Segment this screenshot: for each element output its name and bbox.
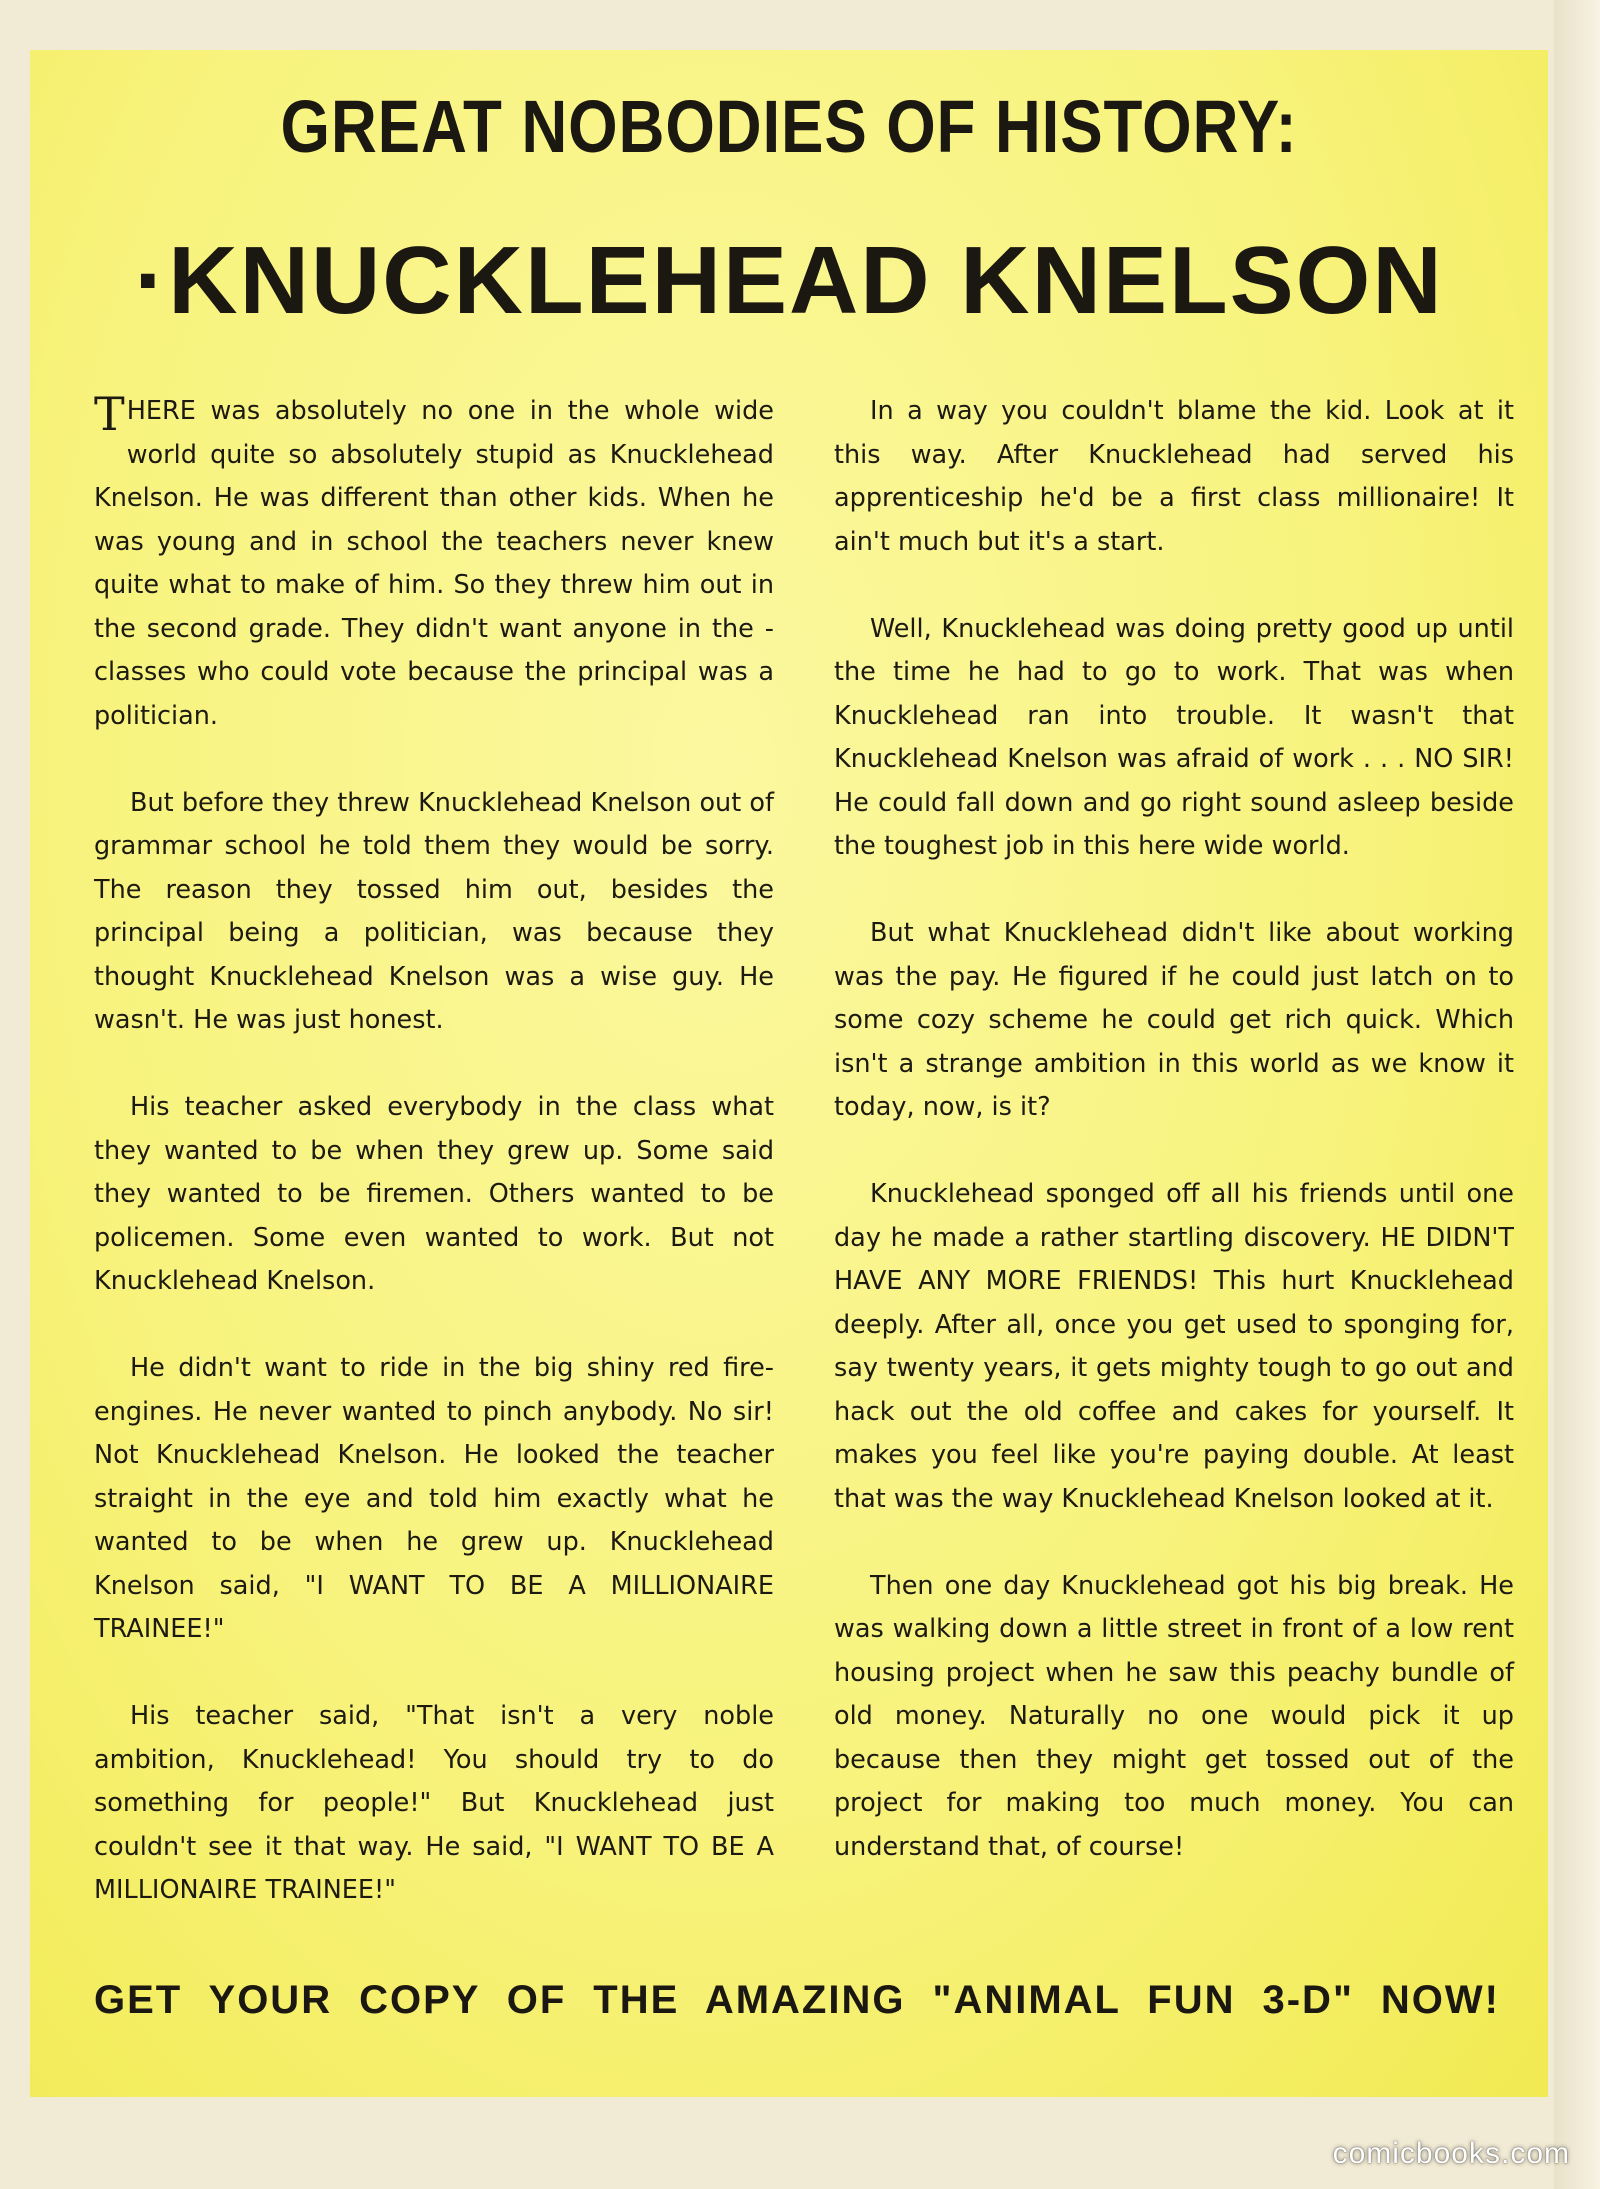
paragraph: Knucklehead sponged off all his friends until one day he made a rather startling discovery. HE DIDN'T HAVE ANY MORE FRIENDS! This hurt Knucklehead deeply. After all, once you get used to sponging for, say twenty years, it gets mighty tough to go out and hack out the old coffee and cakes for yourself. It makes you feel like you're paying double. At least that was the way Knucklehead Knelson looked at it. [834, 1179, 1514, 1514]
paragraph: But before they threw Knucklehead Knelson out of grammar school he told them they would be sorry. The reason they tossed him out, besides the principal being a politician, was because they thought Knucklehead Knelson was a wise guy. He wasn't. He was just honest. [94, 787, 774, 1035]
drop-cap: T [94, 387, 125, 441]
page-title-line1: GREAT NOBODIES OF HISTORY: [280, 85, 1298, 168]
page-title-line2: ·KNUCKLEHEAD KNELSON [134, 227, 1444, 334]
paragraph: But what Knucklehead didn't like about working was the pay. He figured if he could just latch on to some cozy scheme he could get rich quick. Which isn't a strange ambition in this world as we know it today, now, is it? [834, 918, 1514, 1122]
advertisement-footer: GET YOUR COPY OF THE AMAZING "ANIMAL FUN 3-D" NOW! [94, 1978, 1500, 2022]
paragraph: In a way you couldn't blame the kid. Look at it this way. After Knucklehead had served his apprenticeship he'd be a first class millionaire! It ain't much but it's a start. [834, 396, 1514, 557]
right-text-column [834, 390, 1514, 1913]
paragraph: His teacher asked everybody in the class what they wanted to be when they grew up. Some said they wanted to be firemen. Others wanted to be policemen. Some even wanted to work. But not Knucklehead Knelson. [94, 1092, 774, 1296]
paragraph: Well, Knucklehead was doing pretty good up until the time he had to go to work. That was when Knucklehead ran into trouble. It wasn't that Knucklehead Knelson was afraid of work . . . NO SIR! He could fall down and go right sound asleep beside the toughest job in this here wide world. [834, 613, 1514, 861]
paragraph-text: HERE was absolutely no one in the whole wide world quite so absolutely stupid as Knucklehead Knelson. He was different than other kids. When he was young and in school the teachers never knew quite what to make of him. So they threw him out in the second grade. They didn't want anyone in the - classes who could vote because the principal was a politician. [94, 396, 774, 731]
site-watermark: comicbooks.com [1332, 2137, 1570, 2170]
paragraph [94, 387, 774, 738]
paper-margin [1554, 0, 1600, 2189]
paragraph: His teacher said, "That isn't a very noble ambition, Knucklehead! You should try to do something for people!" But Knucklehead just couldn't see it that way. He said, "I WANT TO BE A MILLIONAIRE TRAINEE!" [94, 1701, 774, 1905]
text-page-panel [30, 50, 1548, 2097]
left-text-column [94, 387, 774, 1956]
paragraph: He didn't want to ride in the big shiny red fire-engines. He never wanted to pinch anybody. No sir! Not Knucklehead Knelson. He looked the teacher straight in the eye and told him exactly what he wanted to be when he grew up. Knucklehead Knelson said, "I WANT TO BE A MILLIONAIRE TRAINEE!" [94, 1353, 774, 1644]
paragraph: Then one day Knucklehead got his big break. He was walking down a little street in front of a low rent housing project when he saw this peachy bundle of old money. Naturally no one would pick it up because then they might get tossed out of the project for making too much money. You can understand that, of course! [834, 1570, 1514, 1862]
